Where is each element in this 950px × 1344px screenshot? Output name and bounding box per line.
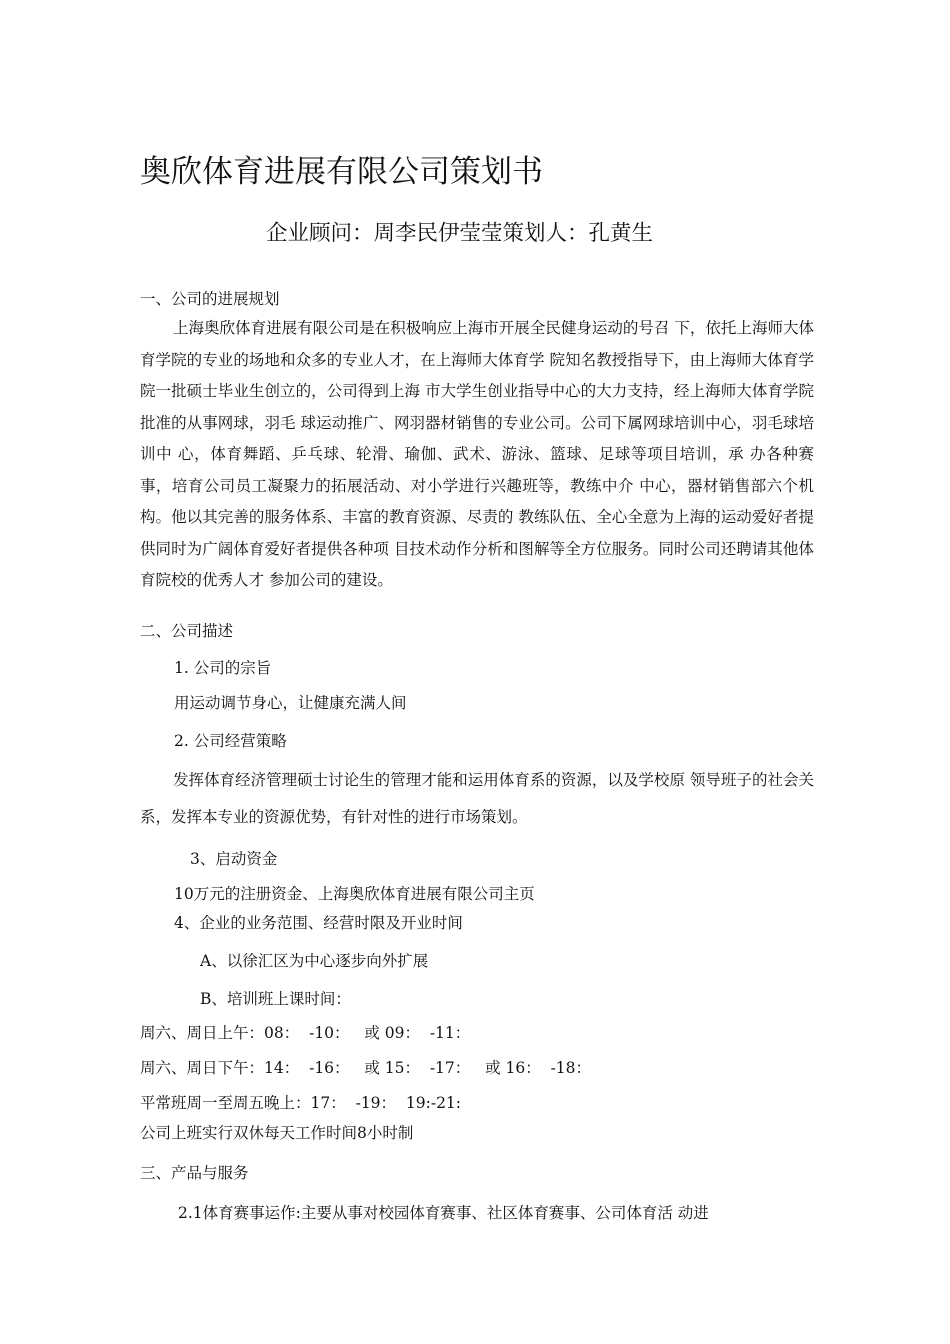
schedule-line-working-hours: 公司上班实行双休每天工作时间8小时制 (140, 1124, 414, 1142)
section-body-development-plan: 上海奥欣体育进展有限公司是在积极响应上海市开展全民健身运动的号召 下，依托上海师大体育学院的专业的场地和众多的专业人才，在上海师大体育学 院知名教授指导下，由上海师大体育学院一批硕士毕业生创立的，公司得到上海 市大学生创业指导中心的大力支持，经上海师大体育学院批准的从事网球，羽毛 球运动推广、网羽器材销售的专业公司。公司下属网球培训中心，羽毛球培训中 心，体育舞蹈、乒乓球、轮滑、瑜伽、武术、游泳、篮球、足球等项目培训，承 办各种赛事，培育公司员工凝聚力的拓展活动、对小学进行兴趣班等，教练中介 中心，器材销售部六个机构。他以其完善的服务体系、丰富的教育资源、尽责的 教练队伍、全心全意为上海的运动爱好者提供同时为广阔体育爱好者提供各种项 目技术动作分析和图解等全方位服务。同时公司还聘请其他体育院校的优秀人才 参加公司的建设。 (140, 319, 814, 589)
item-body-purpose: 用运动调节身心，让健康充满人间 (174, 694, 407, 712)
document-title: 奥欣体育进展有限公司策划书 (140, 154, 543, 190)
item-heading-startup-capital: 3、启动资金 (190, 850, 278, 868)
section-heading-products-services: 三、产品与服务 (140, 1164, 249, 1182)
section-heading-development-plan: 一、公司的进展规划 (140, 290, 280, 308)
schedule-line-weekday-evening: 平常班周一至周五晚上：17： -19： 19:-21: (140, 1094, 462, 1112)
document-subtitle: 企业顾问：周李民伊莹莹策划人：孔黄生 (266, 221, 654, 246)
section-heading-company-description: 二、公司描述 (140, 622, 234, 640)
item-scope-b: B、培训班上课时间： (200, 990, 351, 1008)
item-body-strategy: 发挥体育经济管理硕士讨论生的管理才能和运用体育系的资源，以及学校原 领导班子的社会关系，发挥本专业的资源优势，有针对性的进行市场策划。 (140, 771, 814, 826)
item-heading-business-scope: 4、企业的业务范围、经营时限及开业时间 (174, 914, 463, 932)
schedule-line-weekend-afternoon: 周六、周日下午：14： -16： 或 15： -17： 或 16： -18： (140, 1059, 592, 1077)
item-sports-events: 2.1体育赛事运作:主要从事对校园体育赛事、社区体育赛事、公司体育活 动进 (178, 1204, 709, 1222)
item-body-startup-capital: 10万元的注册资金、上海奥欣体育进展有限公司主页 (174, 885, 535, 903)
schedule-line-weekend-morning: 周六、周日上午：08： -10： 或 09： -11： (140, 1024, 471, 1042)
item-heading-purpose: 1. 公司的宗旨 (174, 659, 272, 677)
item-scope-a: A、以徐汇区为中心逐步向外扩展 (200, 952, 429, 970)
item-heading-strategy: 2. 公司经营策略 (174, 732, 287, 750)
